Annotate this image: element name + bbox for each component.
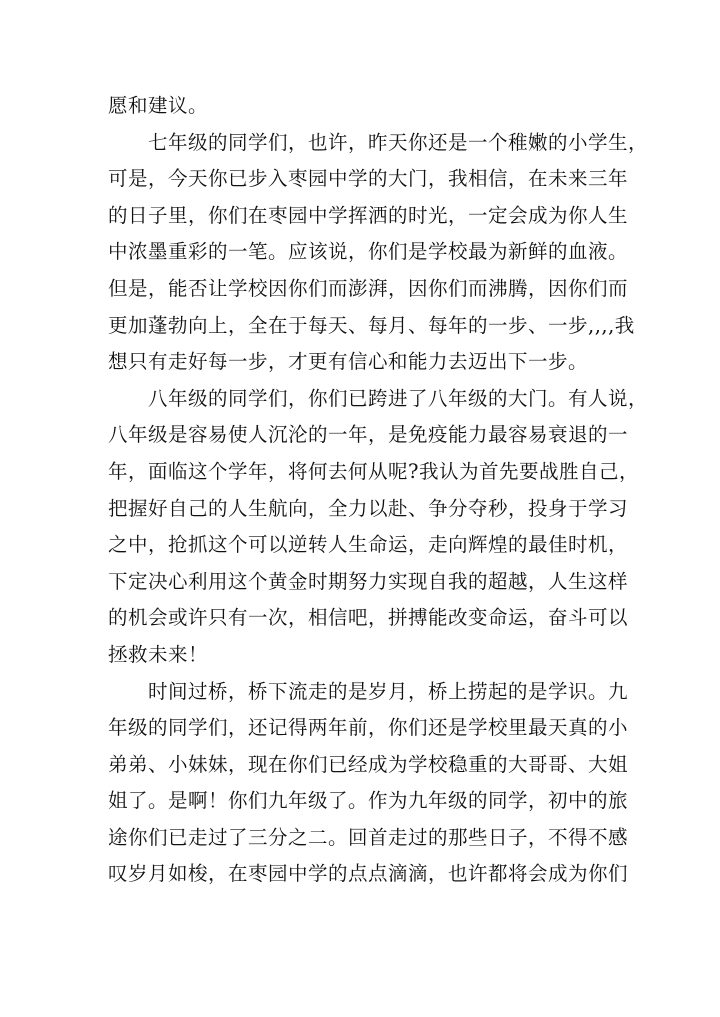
text-line: 可是，今天你已步入枣园中学的大门，我相信，在未来三年 <box>108 167 629 191</box>
text-line: 把握好自己的人生航向，全力以赴、争分夺秒，投身于学习 <box>108 496 629 520</box>
text-line: 途你们已走过了三分之二。回首走过的那些日子，不得不感 <box>108 825 629 849</box>
text-line: 八年级的同学们，你们已跨进了八年级的大门。有人说， <box>148 386 649 410</box>
text-line: 时间过桥，桥下流走的是岁月，桥上捞起的是学识。九 <box>148 679 629 703</box>
text-line: 年级的同学们，还记得两年前，你们还是学校里最天真的小 <box>108 716 629 740</box>
text-line: 姐了。是啊！你们九年级了。作为九年级的同学，初中的旅 <box>108 789 629 813</box>
text-line: 叹岁月如梭，在枣园中学的点点滴滴，也许都将会成为你们 <box>108 862 629 886</box>
text-line: 七年级的同学们，也许，昨天你还是一个稚嫩的小学生， <box>148 130 649 154</box>
text-line: 中浓墨重彩的一笔。应该说，你们是学校最为新鲜的血液。 <box>108 240 629 264</box>
text-line: 年，面临这个学年，将何去何从呢?我认为首先要战胜自己， <box>108 459 639 483</box>
text-line: 弟弟、小妹妹，现在你们已经成为学校稳重的大哥哥、大姐 <box>108 752 629 776</box>
text-line: 但是，能否让学校因你们而澎湃，因你们而沸腾，因你们而 <box>108 276 629 300</box>
paragraph-closing <box>108 88 608 125</box>
text-line: 下定决心利用这个黄金时期努力实现自我的超越，人生这样 <box>108 569 629 593</box>
text-line: 之中，抢抓这个可以逆转人生命运，走向辉煌的最佳时机， <box>108 533 629 557</box>
paragraph-eighth-grade <box>108 381 649 674</box>
text-line: 更加蓬勃向上，全在于每天、每月、每年的一步、一步,,,,我 <box>108 313 635 337</box>
text-line: 八年级是容易使人沉沦的一年，是免疫能力最容易衰退的一 <box>108 423 629 447</box>
text-line: 拯救未来！ <box>108 642 209 666</box>
text-line: 想只有走好每一步，才更有信心和能力去迈出下一步。 <box>108 350 589 374</box>
text-line: 的机会或许只有一次，相信吧，拼搏能改变命运，奋斗可以 <box>108 606 629 630</box>
paragraph-ninth-grade <box>108 674 629 894</box>
document-page <box>108 88 649 893</box>
text-line: 愿和建议。 <box>108 94 209 117</box>
paragraph-seventh-grade <box>108 125 649 381</box>
text-line: 的日子里，你们在枣园中学挥洒的时光，一定会成为你人生 <box>108 203 629 227</box>
